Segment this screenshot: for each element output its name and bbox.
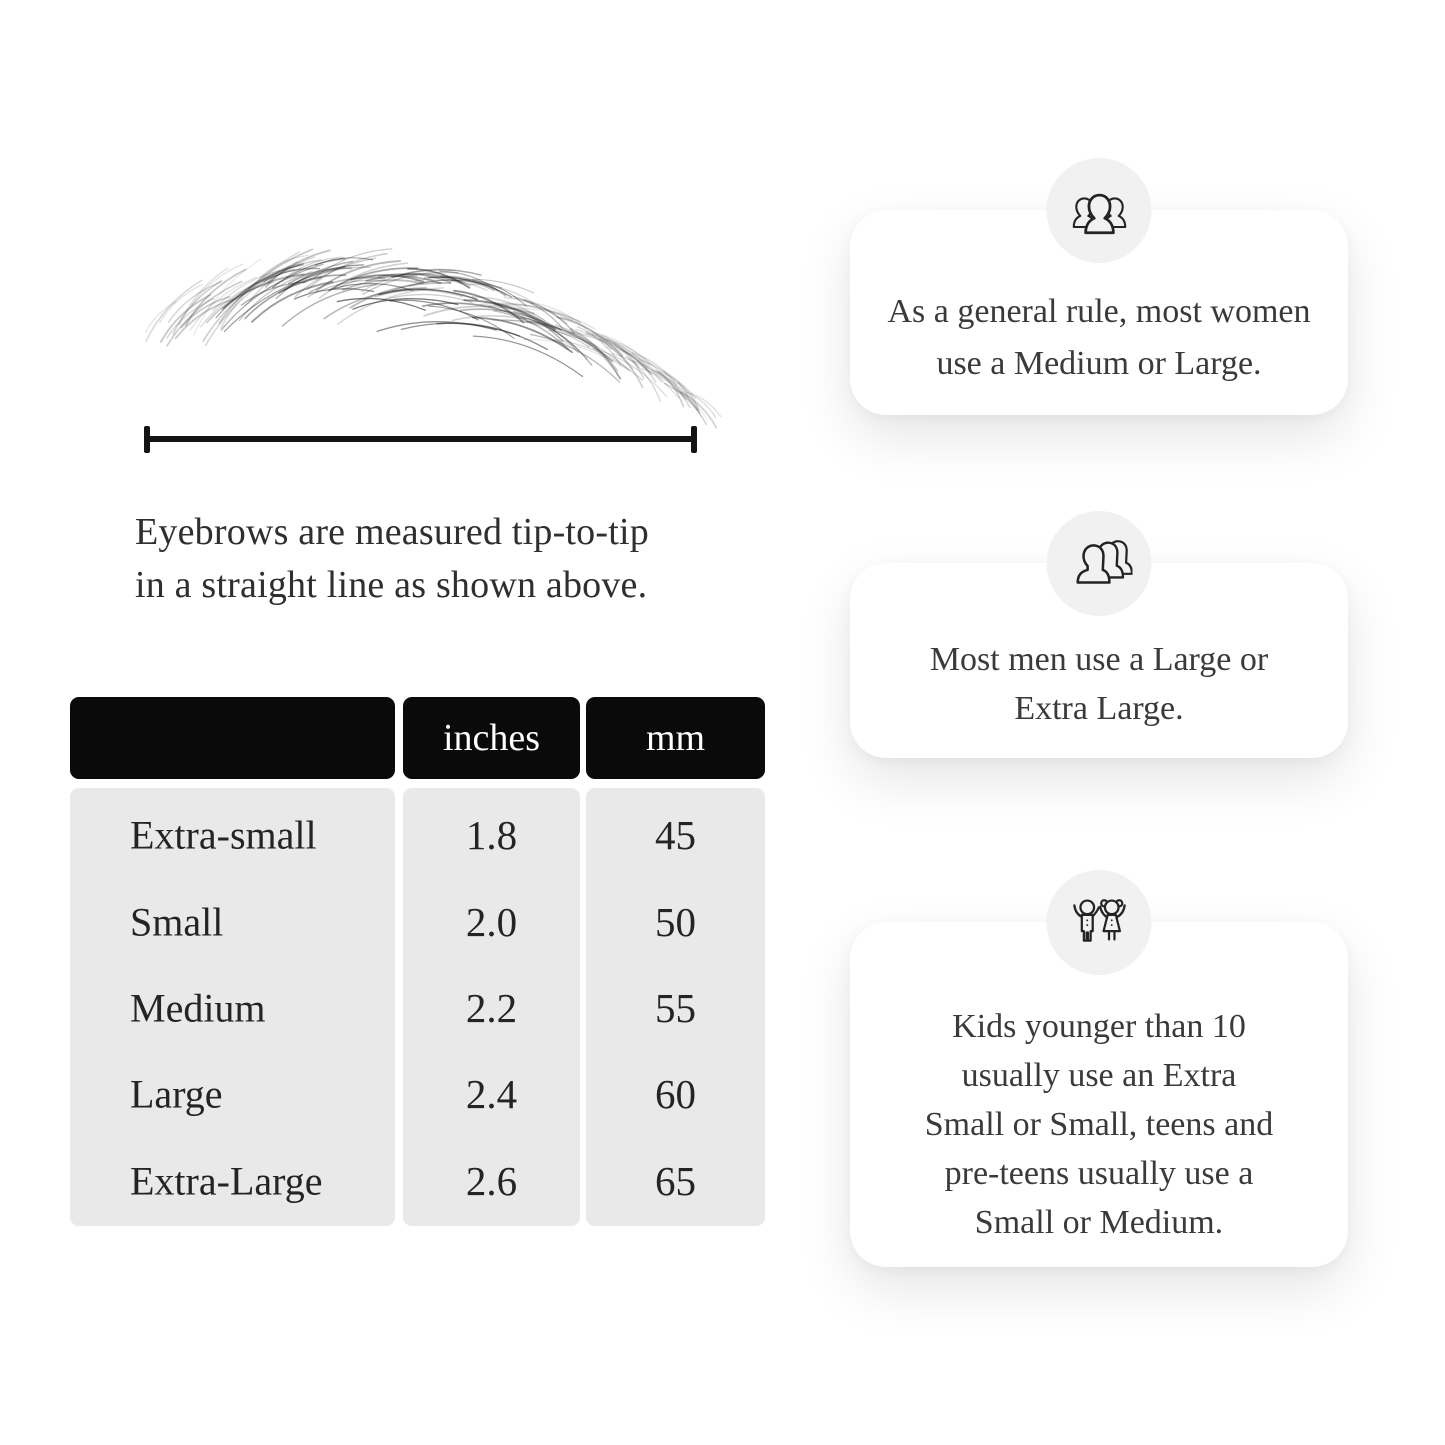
card-text-line: usually use an Extra — [961, 1057, 1237, 1094]
mm-value: 60 — [655, 1071, 696, 1118]
caption-line-1: Eyebrows are measured tip-to-tip — [135, 511, 649, 553]
table-row — [70, 792, 765, 878]
caption-line-2: in a straight line as shown above. — [135, 564, 648, 606]
mm-value: 50 — [655, 898, 696, 945]
card-text-line: Small or Medium. — [974, 1204, 1224, 1241]
card-text-line: Most men use a Large or — [929, 641, 1269, 678]
table-row — [70, 1051, 765, 1137]
info-card-men — [850, 563, 1348, 758]
table-row — [70, 1138, 765, 1224]
mm-value: 55 — [655, 985, 696, 1032]
info-card-kids — [850, 922, 1348, 1267]
card-text-line: pre-teens usually use a — [944, 1155, 1254, 1192]
kids-icon — [1065, 889, 1133, 957]
info-card-women — [850, 210, 1348, 415]
size-label: Extra-Large — [130, 1158, 323, 1204]
measurement-line — [144, 426, 697, 453]
card-text — [850, 286, 1348, 390]
table-header-inches: inches — [403, 697, 580, 779]
inches-value: 1.8 — [465, 812, 518, 859]
size-label: Medium — [130, 985, 266, 1031]
card-text-line: As a general rule, most women — [887, 293, 1311, 330]
icon-badge — [1047, 870, 1152, 975]
inches-value: 2.6 — [465, 1157, 518, 1204]
inches-value: 2.4 — [465, 1071, 518, 1118]
measurement-caption — [135, 506, 649, 612]
measurement-bar — [144, 436, 697, 442]
size-table — [70, 792, 765, 1224]
table-header-size — [70, 697, 395, 779]
card-text — [850, 635, 1348, 733]
size-label: Extra-small — [130, 812, 317, 858]
table-header-mm: mm — [586, 697, 765, 779]
mm-value: 45 — [655, 812, 696, 859]
men-group-icon — [1066, 531, 1132, 597]
card-text-line: Extra Large. — [1014, 690, 1184, 727]
card-text-line: use a Medium or Large. — [936, 345, 1262, 382]
measurement-right-tick — [691, 426, 697, 453]
card-text — [850, 1002, 1348, 1247]
size-label: Large — [130, 1071, 223, 1117]
card-text-line: Small or Small, teens and — [924, 1106, 1274, 1143]
table-row — [70, 965, 765, 1051]
mm-value: 65 — [655, 1157, 696, 1204]
size-label: Small — [130, 899, 224, 945]
card-text-line: Kids younger than 10 — [952, 1008, 1246, 1045]
icon-badge — [1047, 158, 1152, 263]
eyebrow-illustration — [118, 218, 718, 418]
icon-badge — [1047, 511, 1152, 616]
inches-value: 2.0 — [465, 898, 518, 945]
table-row — [70, 878, 765, 964]
inches-value: 2.2 — [465, 985, 518, 1032]
women-group-icon — [1066, 178, 1132, 244]
